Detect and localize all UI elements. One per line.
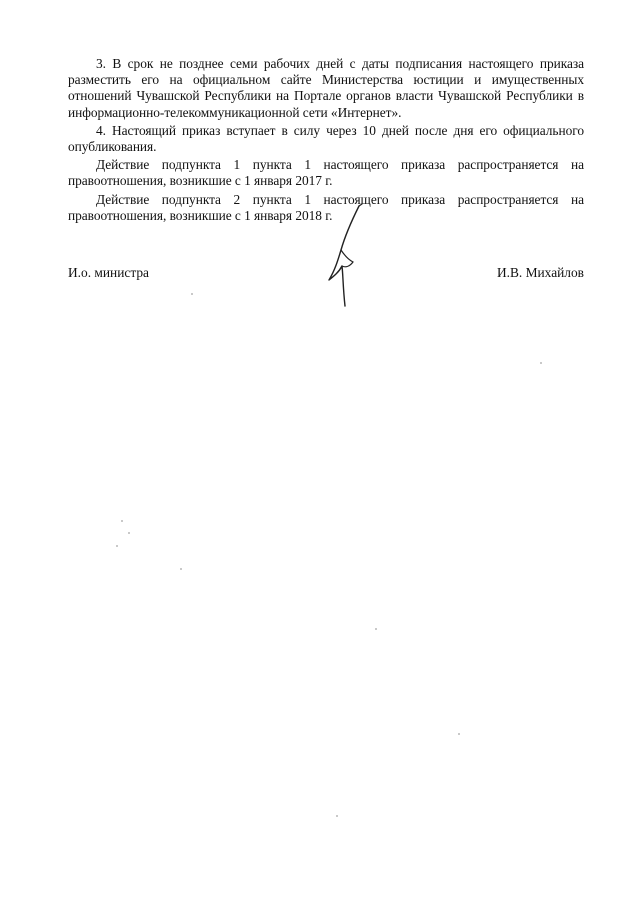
scan-speck	[458, 733, 460, 735]
paragraph-effect-2018: Действие подпункта 2 пункта 1 настоящего приказа распространяется на правоотношения, возникшие с 1 января 2018 г.	[68, 191, 584, 223]
signatory-position: И.о. министра	[68, 265, 149, 280]
handwritten-signature-icon	[322, 200, 368, 310]
scan-speck	[336, 815, 338, 817]
scan-speck	[540, 362, 542, 364]
paragraph-effect-2017: Действие подпункта 1 пункта 1 настоящего приказа распространяется на правоотношения, возникшие с 1 января 2017 г.	[68, 157, 584, 189]
scan-speck	[128, 532, 130, 534]
scan-speck	[116, 545, 118, 547]
scan-speck	[121, 520, 123, 522]
signatory-name: И.В. Михайлов	[496, 265, 584, 280]
scan-speck	[375, 628, 377, 630]
paragraph-item-4: 4. Настоящий приказ вступает в силу через 10 дней после дня его официального опубликования.	[68, 122, 584, 155]
paragraph-item-3: 3. В срок не позднее семи рабочих дней с даты подписания настоящего приказа разместить его на официальном сайте Министерства юстиции и имущественных отношений Чувашской Республики на Портале органов власти Чувашской Республики в информационно-телекоммуникационной сети «Интернет».	[68, 56, 584, 120]
scan-speck	[180, 568, 182, 570]
scan-speck	[191, 293, 193, 295]
